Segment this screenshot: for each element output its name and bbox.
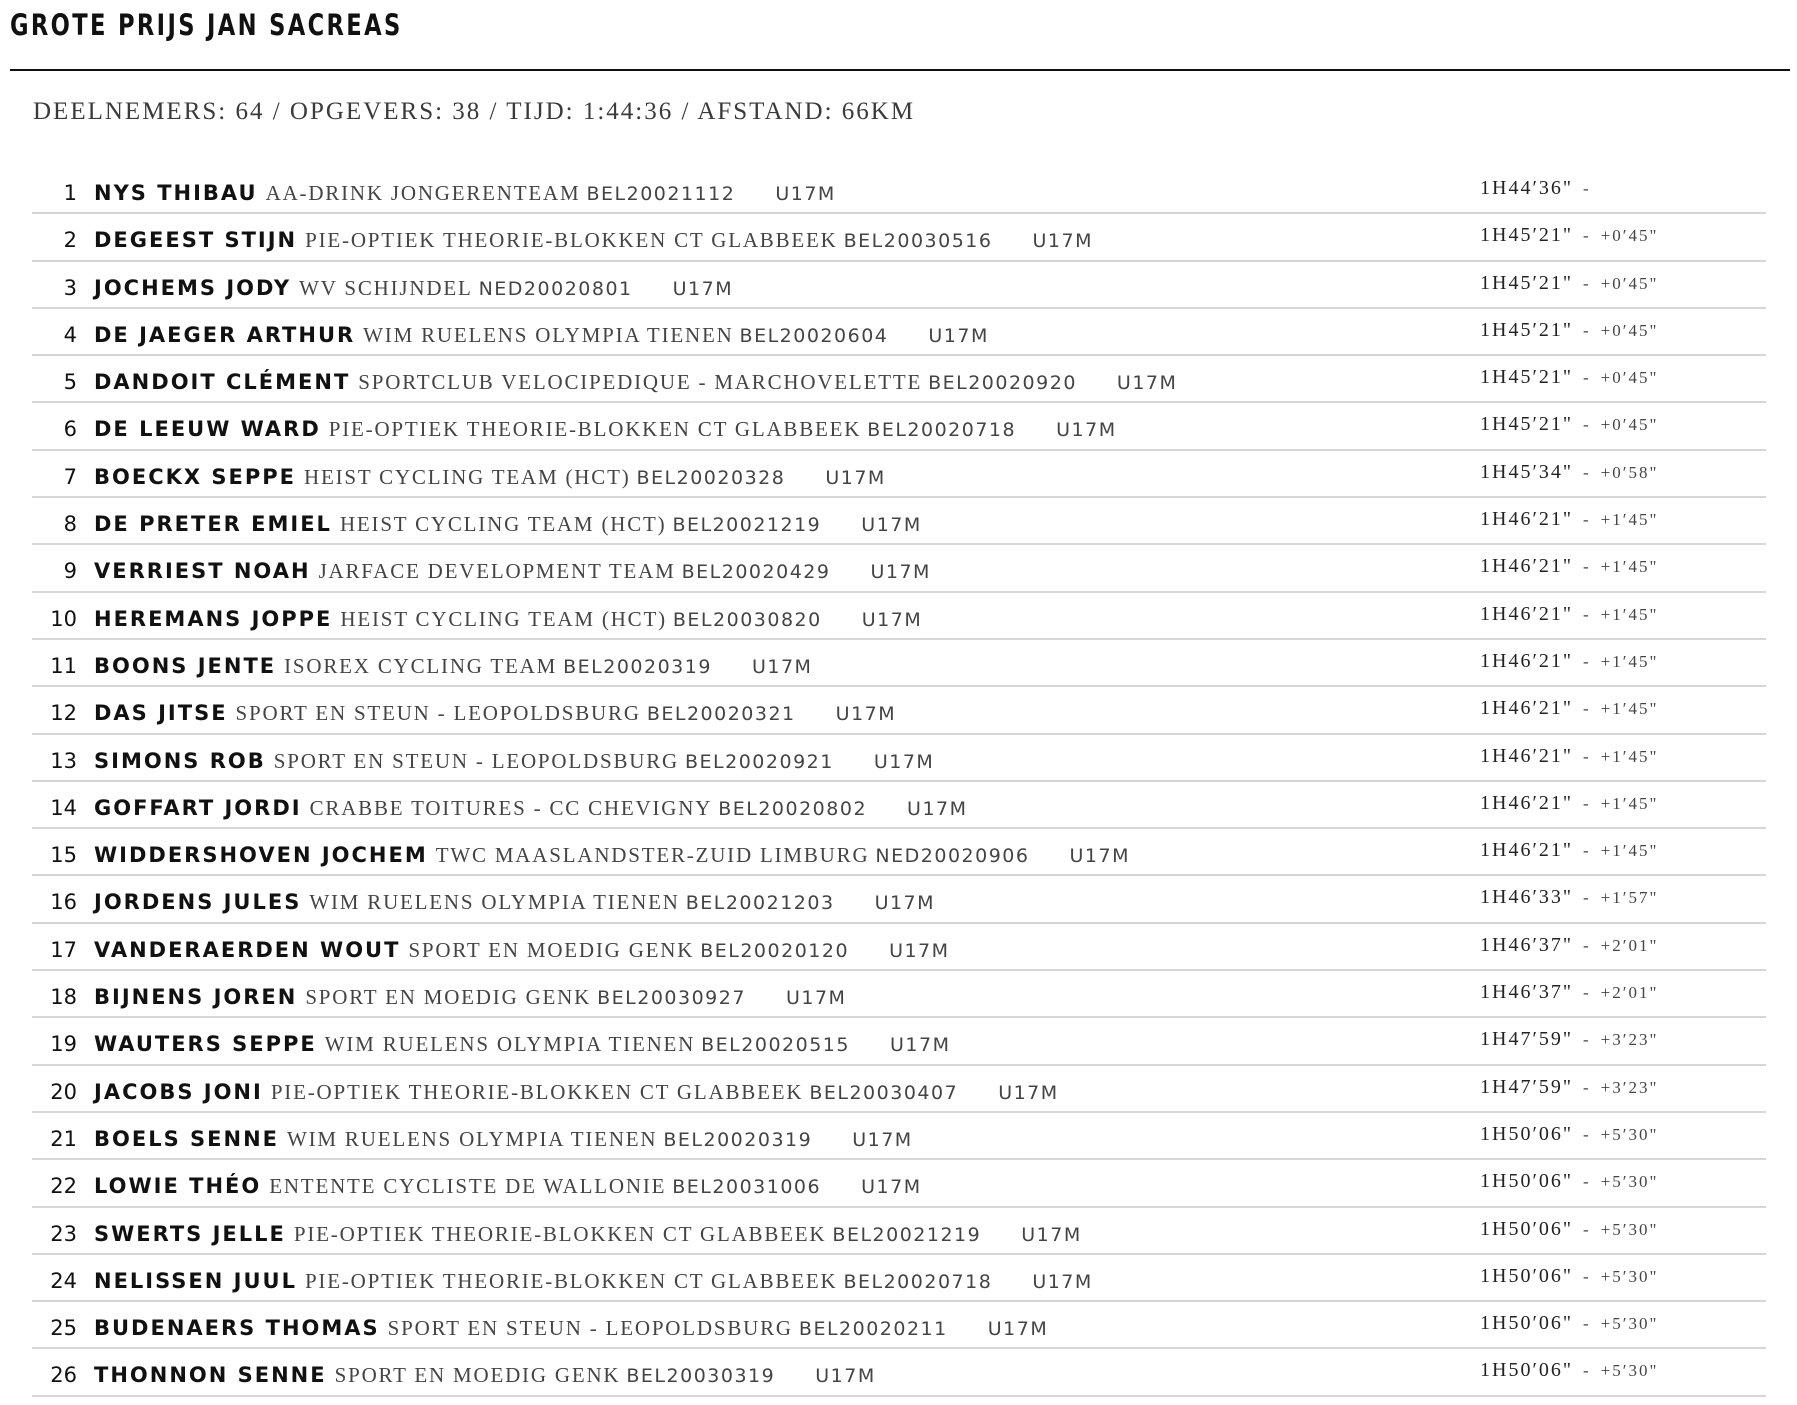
rider-name: DE PRETER EMIEL [94,512,332,537]
result-row [32,545,1766,592]
license-code: BEL20030319 [626,1365,776,1388]
rider-line [94,1222,1082,1247]
category-label: U17M [928,324,989,347]
license-code: BEL20021112 [586,183,736,205]
team-name: ENTENTE CYCLISTE DE WALLONIE [269,1174,667,1199]
finish-time-block [1480,839,1658,862]
rider-name: WAUTERS SEPPE [94,1032,317,1057]
time-separator: - [1582,179,1591,198]
result-row [32,1066,1766,1113]
rider-name: THONNON SENNE [94,1363,327,1388]
finish-time: 1H45′21" [1480,413,1573,436]
rider-line [94,843,1130,868]
rank-number: 5 [63,370,77,395]
rider-name: DE LEEUW WARD [94,417,321,442]
title-divider [10,69,1790,71]
rider-line [94,749,934,774]
result-row [32,1208,1766,1255]
rank-number: 23 [50,1221,77,1246]
finish-time-block [1480,366,1658,389]
category-label: U17M [1116,372,1178,395]
category-label: U17M [870,561,931,584]
finish-time: 1H47′59" [1480,1028,1573,1051]
license-code: BEL20030407 [809,1081,959,1104]
time-separator: - [1582,699,1591,719]
category-label: U17M [889,1034,951,1057]
finish-time: 1H50′06" [1480,1312,1573,1335]
finish-time-block [1480,603,1658,626]
team-name: SPORT EN STEUN - LEOPOLDSBURG [387,1316,793,1341]
time-separator: - [1582,557,1591,577]
time-gap: +2′01" [1600,935,1659,955]
license-code: BEL20020319 [663,1128,813,1151]
rank-number: 26 [50,1363,77,1388]
result-row [32,1018,1766,1065]
time-separator: - [1582,320,1591,340]
page-title: GROTE PRIJS JAN SACREAS [10,8,403,42]
rider-line [94,1316,1048,1341]
category-label: U17M [861,1176,922,1199]
rider-line [94,276,733,301]
result-row [32,971,1766,1018]
team-name: HEIST CYCLING TEAM (HCT) [304,464,631,489]
race-stats: DEELNEMERS: 64 / OPGEVERS: 38 / TIJD: 1:44:36 / AFSTAND: 66KM [33,98,916,125]
rider-name: BUDENAERS THOMAS [94,1316,380,1341]
rider-name: NELISSEN JUUL [94,1268,297,1293]
team-name: WIM RUELENS OLYMPIA TIENEN [324,1032,696,1057]
category-label: U17M [861,514,922,537]
finish-time-block [1480,555,1658,578]
finish-time: 1H50′06" [1480,1359,1573,1382]
license-code: BEL20020921 [685,750,834,773]
result-row [32,924,1766,971]
finish-time: 1H46′21" [1480,649,1573,672]
result-row [32,167,1766,214]
rider-name: BOECKX SEPPE [94,464,296,489]
category-label: U17M [907,797,968,820]
finish-time-block [1480,1123,1658,1146]
result-row [32,876,1766,923]
time-gap: +1′45" [1600,699,1659,719]
time-separator: - [1582,888,1591,908]
finish-time-block [1480,1265,1658,1288]
result-row [32,829,1766,876]
rider-name: JORDENS JULES [94,890,302,915]
rank-number: 24 [50,1268,77,1293]
result-row [32,687,1766,734]
rider-line [94,1269,1093,1294]
result-row [32,1302,1766,1349]
time-gap: +1′45" [1600,651,1659,671]
time-separator: - [1582,604,1591,624]
team-name: PIE-OPTIEK THEORIE-BLOKKEN CT GLABBEEK [304,1268,838,1293]
finish-time-block [1480,272,1658,295]
finish-time-block [1480,792,1658,815]
rank-number: 12 [50,701,77,726]
rank-number: 7 [63,464,77,489]
time-gap: +3′23" [1600,1030,1659,1050]
category-label: U17M [1069,845,1130,868]
time-separator: - [1582,1030,1591,1050]
category-label: U17M [1021,1223,1082,1246]
rider-line [94,938,950,963]
license-code: BEL20020211 [798,1318,948,1341]
result-row [32,451,1766,498]
category-label: U17M [889,939,950,962]
time-separator: - [1582,1361,1591,1381]
license-code: BEL20030820 [672,608,822,631]
finish-time: 1H46′21" [1480,602,1573,625]
license-code: BEL20020802 [718,797,868,820]
time-gap: +1′57" [1600,888,1659,908]
team-name: SPORT EN STEUN - LEOPOLDSBURG [273,748,679,773]
time-separator: - [1582,510,1591,530]
license-code: BEL20020920 [928,372,1077,395]
rank-number: 14 [50,795,77,820]
rider-line [94,417,1117,442]
category-label: U17M [751,655,813,678]
rider-name: BOELS SENNE [94,1126,279,1151]
finish-time-block [1480,981,1658,1004]
license-code: NED20020906 [875,845,1030,868]
time-gap: +3′23" [1600,1077,1659,1097]
rank-number: 21 [50,1126,77,1151]
category-label: U17M [1032,1270,1093,1293]
finish-time: 1H45′21" [1480,318,1573,341]
team-name: WIM RUELENS OLYMPIA TIENEN [363,322,734,347]
finish-time-block [1480,1076,1658,1099]
finish-time: 1H45′21" [1480,366,1573,389]
category-label: U17M [825,466,886,489]
finish-time-block [1480,508,1658,531]
time-separator: - [1582,935,1591,955]
result-row [32,640,1766,687]
team-name: PIE-OPTIEK THEORIE-BLOKKEN CT GLABBEEK [328,417,862,442]
category-label: U17M [861,608,923,631]
time-separator: - [1582,1124,1591,1144]
time-gap: +5′30" [1600,1266,1659,1286]
rider-line [94,890,935,915]
team-name: WIM RUELENS OLYMPIA TIENEN [309,890,680,915]
team-name: TWC MAASLANDSTER-ZUID LIMBURG [435,843,870,868]
time-separator: - [1582,793,1591,813]
team-name: PIE-OPTIEK THEORIE-BLOKKEN CT GLABBEEK [305,228,838,253]
team-name: CRABBE TOITURES - CC CHEVIGNY [309,795,713,820]
rider-line [94,796,968,821]
rider-name: WIDDERSHOVEN JOCHEM [94,843,428,868]
result-row [32,1113,1766,1160]
rank-number: 6 [63,417,77,442]
finish-time-block [1480,934,1658,957]
license-code: BEL20020328 [636,466,786,489]
category-label: U17M [835,703,897,726]
team-name: WIM RUELENS OLYMPIA TIENEN [287,1126,658,1151]
rider-name: DANDOIT CLÉMENT [94,370,351,395]
category-label: U17M [873,750,935,773]
time-separator: - [1582,651,1591,671]
finish-time-block [1480,1312,1658,1335]
finish-time: 1H46′21" [1480,555,1573,578]
rider-name: DE JAEGER ARTHUR [94,322,356,347]
rider-name: SIMONS ROB [94,748,266,773]
result-row [32,262,1766,309]
time-separator: - [1582,1172,1591,1192]
team-name: PIE-OPTIEK THEORIE-BLOKKEN CT GLABBEEK [270,1079,804,1104]
rider-line [94,228,1093,253]
time-gap: +5′30" [1600,1124,1659,1144]
rider-line [94,1080,1059,1105]
finish-time-block [1480,1218,1658,1241]
rider-line [94,1127,913,1152]
team-name: ISOREX CYCLING TEAM [284,653,558,678]
time-gap: +1′45" [1600,746,1659,766]
finish-time: 1H50′06" [1480,1122,1573,1145]
category-label: U17M [1056,419,1117,442]
category-label: U17M [785,987,847,1010]
finish-time: 1H46′37" [1480,933,1573,956]
time-separator: - [1582,415,1591,435]
rank-number: 10 [50,606,77,631]
rider-name: SWERTS JELLE [94,1221,286,1246]
category-label: U17M [987,1318,1049,1341]
rider-name: VERRIEST NOAH [94,559,311,584]
team-name: SPORT EN MOEDIG GENK [334,1363,621,1388]
license-code: BEL20030516 [843,230,993,253]
rank-number: 9 [63,559,77,584]
rank-number: 15 [50,843,77,868]
license-code: NED20020801 [478,277,633,300]
team-name: SPORT EN MOEDIG GENK [408,937,695,962]
rider-name: JOCHEMS JODY [94,275,292,300]
team-name: SPORT EN STEUN - LEOPOLDSBURG [235,701,641,726]
rider-line [94,654,812,679]
rank-number: 2 [63,228,77,253]
rider-line [94,181,836,206]
rider-line [94,559,931,584]
license-code: BEL20020321 [646,703,796,726]
finish-time: 1H45′21" [1480,224,1573,247]
finish-time-block [1480,886,1658,909]
finish-time: 1H46′21" [1480,791,1573,814]
rider-name: LOWIE THÉO [94,1174,262,1199]
license-code: BEL20020718 [867,419,1017,442]
finish-time-block [1480,697,1658,720]
rank-number: 1 [63,181,77,205]
license-code: BEL20020718 [843,1270,993,1293]
result-row [32,593,1766,640]
time-gap: +5′30" [1600,1361,1659,1381]
finish-time-block [1480,1359,1658,1382]
finish-time: 1H46′21" [1480,508,1573,531]
finish-time: 1H45′34" [1480,460,1573,483]
rider-name: VANDERAERDEN WOUT [94,937,401,962]
rank-number: 19 [50,1032,77,1057]
rider-name: GOFFART JORDI [94,795,302,820]
category-label: U17M [998,1081,1059,1104]
finish-time: 1H44′36" [1480,177,1573,199]
time-gap: +5′30" [1600,1219,1659,1239]
finish-time: 1H46′33" [1480,886,1573,909]
rank-number: 4 [63,322,77,347]
finish-time: 1H50′06" [1480,1264,1573,1287]
team-name: HEIST CYCLING TEAM (HCT) [340,606,667,631]
result-row [32,1255,1766,1302]
rank-number: 25 [50,1316,77,1341]
finish-time: 1H46′37" [1480,981,1573,1004]
time-gap: +1′45" [1600,510,1659,530]
results-list [32,167,1766,1397]
result-row [32,1160,1766,1207]
finish-time: 1H47′59" [1480,1075,1573,1098]
time-gap: +2′01" [1600,983,1659,1003]
license-code: BEL20020319 [563,655,712,678]
time-gap: +0′58" [1600,462,1659,482]
finish-time-block [1480,461,1658,484]
license-code: BEL20020429 [681,561,831,584]
time-gap: +0′45" [1600,226,1659,246]
result-row [32,782,1766,829]
time-separator: - [1582,226,1591,246]
rank-number: 18 [50,985,77,1010]
license-code: BEL20030927 [597,987,746,1010]
time-gap: +0′45" [1600,320,1659,340]
finish-time-block [1480,413,1658,436]
category-label: U17M [775,183,836,205]
finish-time: 1H46′21" [1480,697,1573,720]
finish-time-block [1480,650,1658,673]
time-separator: - [1582,1077,1591,1097]
finish-time-block [1480,224,1658,247]
rider-line [94,465,886,490]
time-separator: - [1582,368,1591,388]
time-separator: - [1582,746,1591,766]
result-row [32,403,1766,450]
time-separator: - [1582,983,1591,1003]
rider-name: HEREMANS JOPPE [94,606,333,631]
rider-line [94,512,922,537]
rider-line [94,1174,922,1199]
rank-number: 8 [63,512,77,537]
category-label: U17M [672,277,734,300]
time-gap: +0′45" [1600,415,1659,435]
license-code: BEL20021203 [685,892,835,915]
license-code: BEL20021219 [672,514,822,537]
time-gap: +0′45" [1600,273,1659,293]
license-code: BEL20020604 [739,324,889,347]
finish-time: 1H50′06" [1480,1170,1573,1193]
finish-time-block [1480,1028,1658,1051]
category-label: U17M [852,1128,913,1151]
rider-name: DAS JITSE [94,701,228,726]
team-name: SPORT EN MOEDIG GENK [305,985,592,1010]
team-name: PIE-OPTIEK THEORIE-BLOKKEN CT GLABBEEK [293,1221,827,1246]
rider-name: BOONS JENTE [94,653,277,678]
time-gap: +5′30" [1600,1314,1659,1334]
rider-line [94,1032,950,1057]
team-name: WV SCHIJNDEL [299,275,473,300]
license-code: BEL20031006 [672,1176,822,1199]
time-gap: +1′45" [1600,841,1659,861]
time-separator: - [1582,1219,1591,1239]
team-name: HEIST CYCLING TEAM (HCT) [339,512,667,537]
license-code: BEL20021219 [832,1223,982,1246]
team-name: SPORTCLUB VELOCIPEDIQUE - MARCHOVELETTE [358,370,923,395]
category-label: U17M [815,1365,876,1388]
license-code: BEL20020120 [700,939,850,962]
time-separator: - [1582,841,1591,861]
rider-name: DEGEEST STIJN [94,228,298,253]
result-row [32,498,1766,545]
finish-time-block [1480,745,1658,768]
result-row [32,735,1766,782]
time-gap: +1′45" [1600,793,1659,813]
finish-time-block [1480,1170,1658,1193]
rank-number: 22 [50,1174,77,1199]
finish-time: 1H46′21" [1480,744,1573,767]
rank-number: 16 [50,890,77,915]
rider-line [94,323,989,348]
rider-line [94,701,896,726]
time-separator: - [1582,462,1591,482]
finish-time: 1H46′21" [1480,839,1573,862]
category-label: U17M [874,892,936,915]
rider-line [94,985,846,1010]
time-separator: - [1582,273,1591,293]
rank-number: 13 [50,748,77,773]
finish-time: 1H50′06" [1480,1217,1573,1240]
result-row [32,214,1766,261]
rider-line [94,607,922,632]
rank-number: 3 [63,275,77,300]
time-gap: +0′45" [1600,368,1659,388]
rank-number: 11 [50,653,77,678]
result-row [32,309,1766,356]
time-gap: +5′30" [1600,1172,1659,1192]
license-code: BEL20020515 [701,1034,850,1057]
time-gap: +1′45" [1600,557,1659,577]
rider-line [94,370,1177,395]
time-gap: +1′45" [1600,604,1659,624]
time-separator: - [1582,1314,1591,1334]
rank-number: 20 [50,1079,77,1104]
result-row [32,1349,1766,1396]
rider-name: NYS THIBAU [94,181,258,205]
rider-name: BIJNENS JOREN [94,985,298,1010]
finish-time: 1H45′21" [1480,271,1573,294]
rider-line [94,1363,876,1388]
finish-time-block [1480,319,1658,342]
time-separator: - [1582,1266,1591,1286]
result-row [32,356,1766,403]
rider-name: JACOBS JONI [94,1079,263,1104]
finish-time-block [1480,177,1601,200]
team-name: AA-DRINK JONGERENTEAM [265,181,581,205]
category-label: U17M [1032,230,1093,253]
rank-number: 17 [50,937,77,962]
team-name: JARFACE DEVELOPMENT TEAM [318,559,676,584]
